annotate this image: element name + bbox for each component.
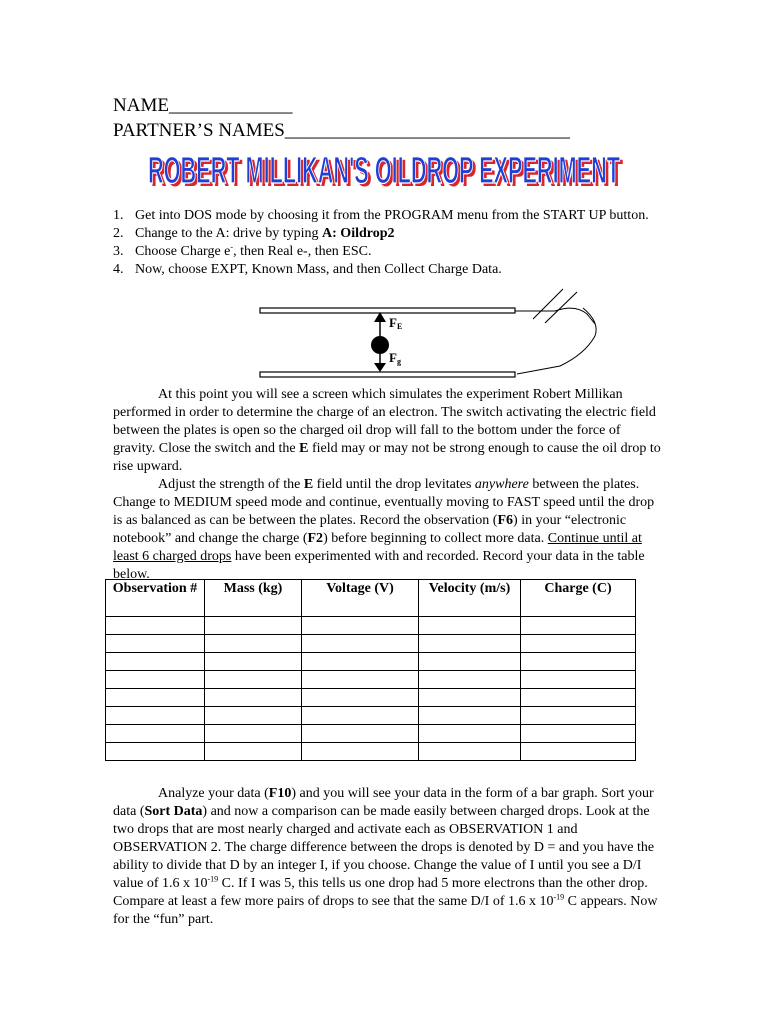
table-cell (419, 743, 521, 761)
table-cell (302, 653, 419, 671)
table-cell (205, 617, 302, 635)
title-banner (140, 147, 630, 193)
table-cell (302, 689, 419, 707)
oil-drop-diagram (255, 284, 635, 384)
table-cell (521, 653, 636, 671)
table-cell (419, 635, 521, 653)
table-cell (419, 653, 521, 671)
table-cell (521, 635, 636, 653)
table-row (106, 743, 636, 761)
column-header-velocity: Velocity (m/s) (419, 580, 521, 617)
step-3: 3. Choose Charge e-, then Real e-, then ESC. (113, 242, 372, 259)
table-cell (205, 671, 302, 689)
table-cell (521, 707, 636, 725)
table-row (106, 617, 636, 635)
table-cell (521, 671, 636, 689)
table-cell (521, 725, 636, 743)
column-header-observation: Observation # (106, 580, 205, 617)
switch-line-2 (545, 292, 577, 323)
table-cell (205, 635, 302, 653)
table-cell (106, 671, 205, 689)
table-row (106, 635, 636, 653)
table-cell (521, 743, 636, 761)
table-cell (419, 671, 521, 689)
table-cell (106, 725, 205, 743)
table-row (106, 725, 636, 743)
table-cell (106, 635, 205, 653)
table-cell (419, 689, 521, 707)
table-row (106, 653, 636, 671)
bottom-plate (260, 372, 515, 377)
name-field-label: NAME_____________ (113, 95, 293, 116)
hand-switch-icon (515, 308, 596, 374)
table-cell (521, 617, 636, 635)
title-shadow: ROBERT MILLIKAN'S OILDROP EXPERIMENT (151, 153, 623, 193)
table-cell (302, 635, 419, 653)
switch-line-1 (533, 289, 563, 319)
paragraph-procedure: Adjust the strength of the E field until the drop levitates anywhere between the plates. Change to MEDIUM speed mode and continue, eventually moving to FAST speed until the drop is as balanced as can be between the plates. Record the observation (F6) in your “electronic notebook” and change the charge (F2) before beginning to collect more data. Continue until at least 6 charged drops have been experimented with and recorded. Record your data in the table below. (113, 477, 655, 582)
table-cell (419, 725, 521, 743)
table-cell (419, 617, 521, 635)
table-cell (205, 743, 302, 761)
page-title: ROBERT MILLIKAN'S OILDROP EXPERIMENT (148, 150, 620, 192)
table-cell (302, 707, 419, 725)
table-cell (205, 653, 302, 671)
oil-drop-icon (371, 336, 389, 354)
column-header-mass: Mass (kg) (205, 580, 302, 617)
step-1: 1. Get into DOS mode by choosing it from the PROGRAM menu from the START UP button. (113, 208, 649, 223)
table-header-row (106, 580, 636, 617)
fe-label: FE (389, 315, 403, 331)
table-cell (302, 671, 419, 689)
table-cell (205, 725, 302, 743)
table-cell (205, 689, 302, 707)
data-table (105, 579, 636, 761)
paragraph-analysis: Analyze your data (F10) and you will see your data in the form of a bar graph. Sort your data (Sort Data) and now a comparison can be made easily between charged drops. Look at the two drops that are most nearly charged and activate each as OBSERVATION 1 and OBSERVATION 2. The charge difference between the drops is denoted by D = and you have the ability to divide that D by an integer I, if you choose. Change the value of I until you see a D/I value of 1.6 x $10^{-19}$ C. If I was 5, this tells us one drop had 5 more electrons than the other drop. Compare at least a few more pairs of drops to see that the same D/I of 1.6 x $10^{-19}$ C appears. Now for the “fun” part. (113, 786, 658, 927)
table-cell (106, 743, 205, 761)
column-header-charge: Charge (C) (521, 580, 636, 617)
table-cell (419, 707, 521, 725)
table-cell (521, 689, 636, 707)
table-cell (205, 707, 302, 725)
table-cell (302, 743, 419, 761)
table-cell (106, 653, 205, 671)
table-row (106, 689, 636, 707)
fg-label: Fg (389, 350, 401, 366)
paragraph-intro: At this point you will see a screen which simulates the experiment Robert Millikan performed in order to determine the charge of an electron. The switch activating the electric field between the plates is open so the charged oil drop will fall to the bottom under the force of gravity. Close the switch and the E field may or may not be strong enough to cause the oil drop to rise upward. (113, 387, 661, 474)
table-cell (106, 707, 205, 725)
table-row (106, 671, 636, 689)
force-g-arrowhead (374, 363, 386, 372)
instruction-steps (113, 207, 653, 279)
column-header-voltage: Voltage (V) (302, 580, 419, 617)
table-cell (106, 689, 205, 707)
table-cell (302, 617, 419, 635)
partners-field-label: PARTNER’S NAMES______________________________ (113, 120, 570, 141)
step-2: 2. Change to the A: drive by typing A: Oildrop2 (113, 226, 395, 241)
table-cell (302, 725, 419, 743)
table-row (106, 707, 636, 725)
step-4: 4. Now, choose EXPT, Known Mass, and then Collect Charge Data. (113, 262, 502, 277)
table-cell (106, 617, 205, 635)
top-plate (260, 308, 515, 313)
